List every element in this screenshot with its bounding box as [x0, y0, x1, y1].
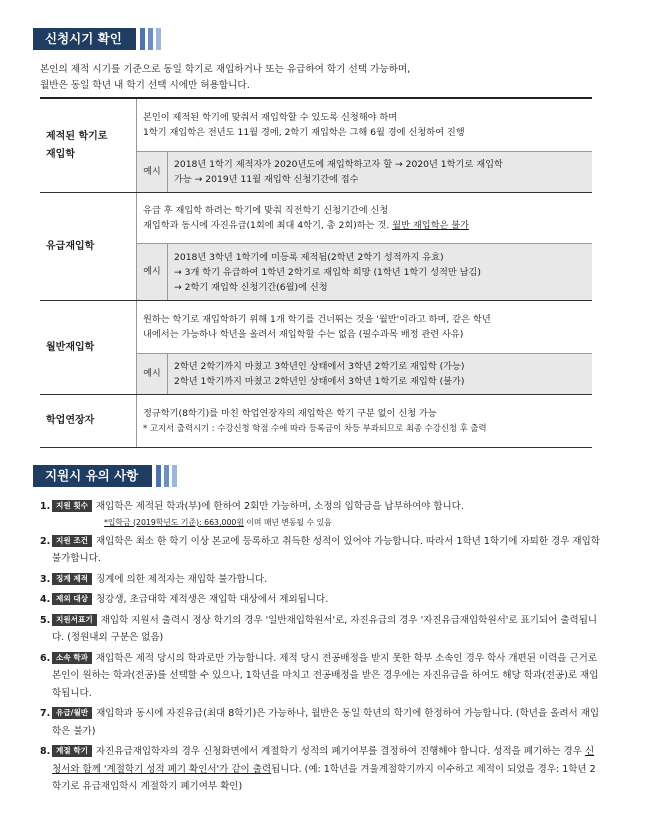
row-category: 월반재입학 — [40, 301, 137, 395]
header-decoration-bars — [140, 28, 164, 50]
example-text: 2018년 3학년 1학기에 미등록 제적됨(2학년 2학기 성적까지 유효) → 3개 학기 유급하여 1학년 2학기로 재입학 희망 (1학년 1학기 성적만 남김) → 2학기 재입학 신청기간(6월)에 신청 — [168, 244, 593, 301]
example-label: 예시 — [137, 152, 168, 193]
row-category: 학업연장자 — [40, 395, 137, 448]
list-item: 5. 지원서표기 재입학 지원서 출력시 정상 학기의 경우 '일반재입학원서'로, 자진유급의 경우 '자진유급재입학원서'로 표기되어 출력됩니다. (정원내외 구분은 없음) — [40, 614, 598, 643]
header-decoration-bars — [156, 465, 180, 487]
section-header-application-period — [33, 28, 164, 50]
list-item: 7. 유급/월반 재입학과 동시에 자진유급(최대 8학기)은 가능하나, 월반은 동일 학년의 학기에 한정하여 가능합니다. (학년을 올려서 재입학은 불가) — [40, 708, 600, 737]
readmission-type-table — [40, 97, 592, 448]
note-subnote: *입학금 (2019학년도 기준): 663,000원 이며 매년 변동될 수 있음 — [104, 517, 332, 527]
intro-text — [40, 62, 600, 94]
underlined-note: 월반 재입학은 불가 — [392, 220, 470, 231]
row-description: 정규학기(8학기)를 마친 학업연장자의 재입학은 학기 구분 없이 신청 가능 * 고지서 출력시기 : 수강신청 학점 수에 따라 등록금이 차등 부과되므로 최종 수강신청 후 출력 — [137, 395, 593, 448]
section-header-notes — [33, 465, 180, 487]
note-tag: 지원 조건 — [52, 535, 92, 547]
note-tag: 계절 학기 — [52, 745, 92, 757]
row-category: 제적된 학기로 재입학 — [40, 98, 137, 193]
example-label: 예시 — [137, 354, 168, 395]
note-tag: 징계 제적 — [52, 573, 92, 585]
row-description: 유급 후 재입학 하려는 학기에 맞춰 직전학기 신청기간에 신청 재입학과 동시에 자진유급(1회에 최대 4학기, 총 2회)하는 것. 월반 재입학은 불가 — [137, 193, 593, 244]
example-text: 2018년 1학기 제적자가 2020년도에 재입학하고자 할 → 2020년 1학기로 재입학 가능 → 2019년 11월 재입학 신청기간에 접수 — [168, 152, 593, 193]
note-tag: 제외 대상 — [52, 593, 92, 605]
row-description: 본인이 제적된 학기에 맞춰서 재입학할 수 있도록 신청해야 하며 1학기 재입학은 전년도 11월 경에, 2학기 재입학은 그해 6월 경에 신청하여 진행 — [137, 98, 593, 152]
list-item: 2. 지원 조건 재입학은 최소 한 학기 이상 본교에 등록하고 취득한 성적이 있어야 가능합니다. 따라서 1학년 1학기에 자퇴한 경우 재입학 불가합니다. — [40, 535, 600, 564]
intro-line: 월반은 동일 학년 내 학기 선택 시에만 허용합니다. — [40, 80, 250, 91]
row-category: 유급재입학 — [40, 193, 137, 301]
note-tag: 지원 횟수 — [52, 500, 92, 512]
note-tag: 지원서표기 — [52, 614, 97, 626]
section-title: 신청시기 확인 — [33, 28, 136, 50]
list-item: 3. 징계 제적 징계에 의한 제적자는 재입학 불가합니다. — [40, 573, 268, 585]
list-item: 1. 지원 횟수 재입학은 제적된 학과(부)에 한하여 2회만 가능하며, 소정의 입학금을 납부하여야 합니다. *입학금 (2019학년도 기준): 663,000원 이며 매년 변동될 수 있음 — [40, 498, 600, 530]
notes-list — [40, 498, 600, 799]
intro-line: 본인의 제적 시기를 기준으로 동일 학기로 재입하거나 또는 유급하여 학기 선택 가능하며, — [40, 64, 411, 75]
list-item: 6. 소속 학과 재입학은 제적 당시의 학과로만 가능합니다. 제적 당시 전공배정을 받지 못한 학부 소속인 경우 학사 개편된 이력을 근거로 본인이 원하는 학과(전공)를 선택할 수 있으나, 1학년을 마치고 전공배정을 받은 경우에는 자진유급을 하여도 해당 학과(전공)로 재입학됩니다. — [40, 652, 599, 699]
example-label: 예시 — [137, 244, 168, 301]
example-text: 2학년 2학기까지 마쳤고 3학년인 상태에서 3학년 2학기로 재입학 (가능) 2학년 1학기까지 마쳤고 2학년인 상태에서 3학년 1학기로 재입학 (불가) — [168, 354, 593, 395]
list-item: 8. 계절 학기 자진유급재입학자의 경우 신청화면에서 계절학기 성적의 폐기여부를 결정하여 진행해야 합니다. 성적을 폐기하는 경우 신청서와 함께 '계절학기 성적 폐기 확인서'가 같이 출력됩니다. (예: 1학년을 겨울계절학기까지 이수하고 제적이 되었을 경우: 1학년 2학기로 유급재입학시 계절학기 폐기여부 확인) — [40, 746, 596, 792]
note-tag: 소속 학과 — [52, 652, 92, 664]
list-item: 4. 제외 대상 청강생, 초급대학 제적생은 재입학 대상에서 제외됩니다. — [40, 594, 329, 605]
section-title: 지원시 유의 사항 — [33, 465, 152, 487]
row-description: 원하는 학기로 재입학하기 위해 1개 학기를 건너뛰는 것을 '월반'이라고 하며, 같은 학년 내에서는 가능하나 학년을 올려서 재입학할 수는 없음 (필수과목 배정 관련 사유) — [137, 301, 593, 354]
note-tag: 유급/월반 — [52, 707, 92, 719]
